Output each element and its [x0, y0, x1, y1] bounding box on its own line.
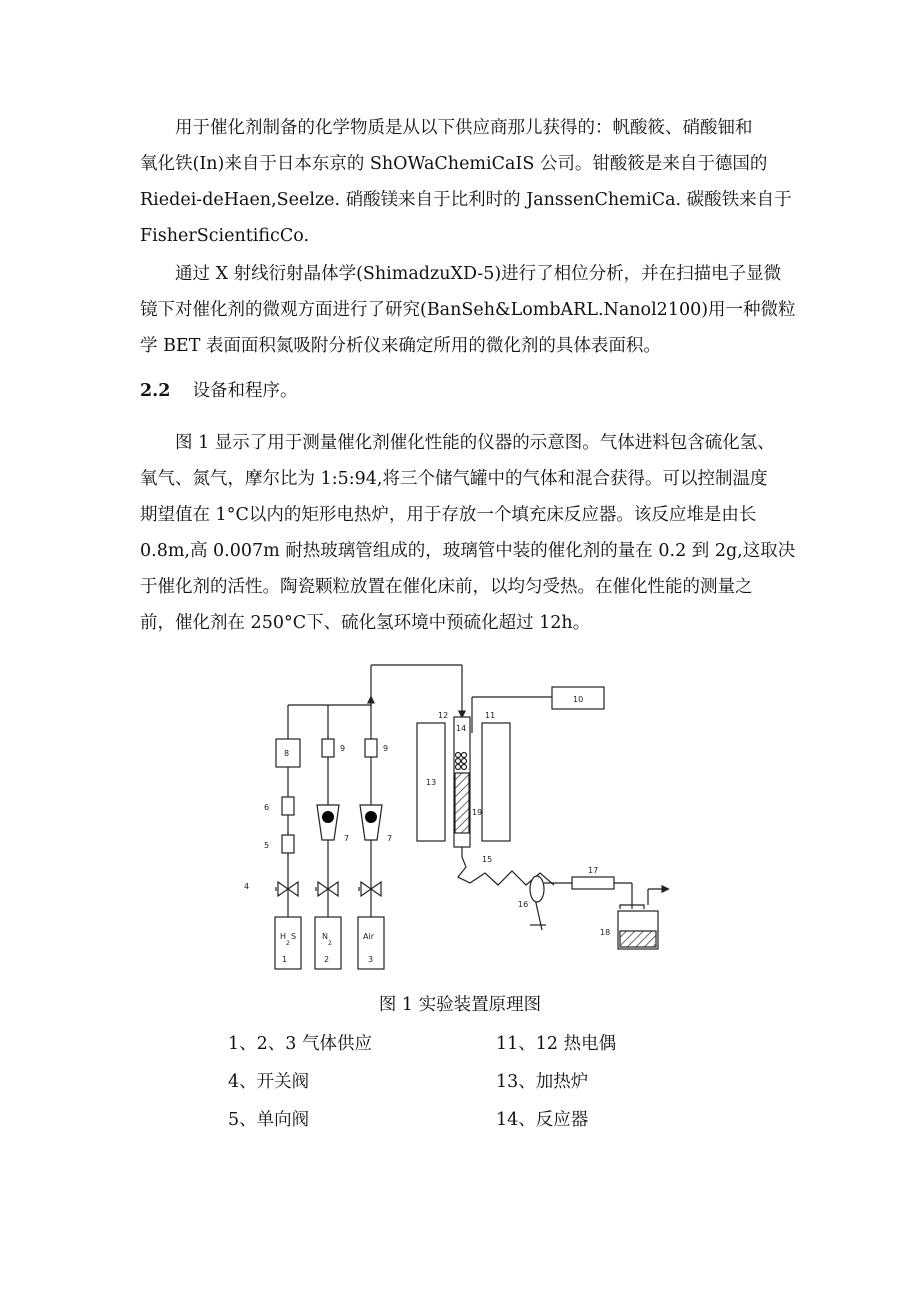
- catalyst-bed: [455, 773, 469, 833]
- label-8: 8: [284, 749, 290, 758]
- label-10: 10: [573, 695, 584, 704]
- legend-item: 13、加热炉: [496, 1072, 589, 1092]
- label-14: 14: [456, 724, 467, 733]
- label-1: 1: [282, 955, 288, 964]
- label-9: 9: [383, 744, 389, 753]
- label-18: 18: [600, 928, 611, 937]
- cylinder-label: 2: [328, 940, 332, 947]
- label-2: 2: [324, 955, 330, 964]
- text-line: 用于催化剂制备的化学物质是从以下供应商那儿获得的：帆酸筱、硝酸钿和: [175, 118, 753, 138]
- legend-item: 5、单向阀: [228, 1110, 310, 1130]
- label-13: 13: [426, 778, 437, 787]
- cylinder-label: N: [322, 932, 328, 941]
- label-5: 5: [264, 841, 270, 850]
- label-12: 12: [438, 711, 449, 720]
- label-9: 9: [340, 744, 346, 753]
- legend-left: [228, 1025, 372, 1139]
- check-valve: [282, 797, 294, 815]
- text-line: 氧气、氮气，摩尔比为 1:5:94,将三个储气罐中的气体和混合获得。可以控制温度: [140, 469, 768, 489]
- valve: [322, 739, 334, 757]
- label-19: 19: [472, 808, 483, 817]
- section-title: 设备和程序。: [192, 381, 298, 401]
- text-line: 通过 X 射线衍射晶体学(ShimadzuXD-5)进行了相位分析，并在扫描电子显微: [175, 264, 782, 284]
- figure-caption: 图 1 实验装置原理图: [378, 995, 542, 1015]
- legend-item: 4、开关阀: [228, 1072, 310, 1092]
- filter: [572, 877, 614, 889]
- text-line: 0.8m,高 0.007m 耐热玻璃管组成的，玻璃管中装的催化剂的量在 0.2 到 2g,这取决: [140, 541, 796, 561]
- text-line: 于催化剂的活性。陶瓷颗粒放置在催化床前，以均匀受热。在催化性能的测量之: [140, 577, 753, 597]
- paragraph-chemicals: [140, 110, 790, 254]
- furnace-panel: [482, 723, 510, 841]
- legend-item: 14、反应器: [496, 1110, 589, 1130]
- label-4: 4: [244, 882, 250, 891]
- label-7: 7: [344, 834, 350, 843]
- text-line: 学 BET 表面面积氮吸附分析仪来确定所用的微化剂的具体表面积。: [140, 336, 661, 356]
- cylinder-label: S: [291, 932, 297, 941]
- legend-right: [496, 1025, 616, 1139]
- section-heading: [140, 373, 297, 409]
- legend-item: 11、12 热电偶: [496, 1034, 617, 1054]
- text-line: 期望值在 1°C以内的矩形电热炉，用于存放一个填充床反应器。该反应堆是由长: [140, 505, 757, 525]
- label-15: 15: [482, 855, 493, 864]
- section-number: 2.2: [140, 381, 171, 401]
- cylinder-label: Air: [363, 932, 374, 941]
- label-6: 6: [264, 803, 270, 812]
- text-line: 前，催化剂在 250°C下、硫化氢环境中预硫化超过 12h。: [140, 613, 591, 633]
- valve: [365, 739, 377, 757]
- legend-item: 1、2、3 气体供应: [228, 1034, 372, 1054]
- cylinder-label: H: [280, 932, 287, 941]
- text-line: 镜下对催化剂的微观方面进行了研究(BanSeh&LombARL.Nanol2100)用一种微粒: [140, 300, 796, 320]
- check-valve: [282, 835, 294, 853]
- text-line: 氧化铁(In)来自于日本东京的 ShOWaChemiCaIS 公司。钳酸筱是来自于德国的: [140, 154, 768, 174]
- paragraph-analysis: [140, 256, 796, 364]
- text-line: Riedei-deHaen,Seelze. 硝酸镁来自于比利时的 JanssenChemiCa. 碳酸铁来自于: [140, 190, 792, 210]
- apparatus-diagram: [240, 655, 680, 985]
- label-17: 17: [588, 866, 599, 875]
- label-16: 16: [518, 900, 529, 909]
- cylinder-label: 2: [286, 940, 290, 947]
- paragraph-apparatus: [140, 425, 796, 641]
- label-3: 3: [368, 955, 374, 964]
- label-7: 7: [387, 834, 393, 843]
- text-line: 图 1 显示了用于测量催化剂催化性能的仪器的示意图。气体进料包含硫化氢、: [175, 433, 775, 453]
- label-11: 11: [485, 711, 496, 720]
- text-line: FisherScientificCo.: [140, 226, 310, 246]
- condenser-trap: [530, 876, 544, 902]
